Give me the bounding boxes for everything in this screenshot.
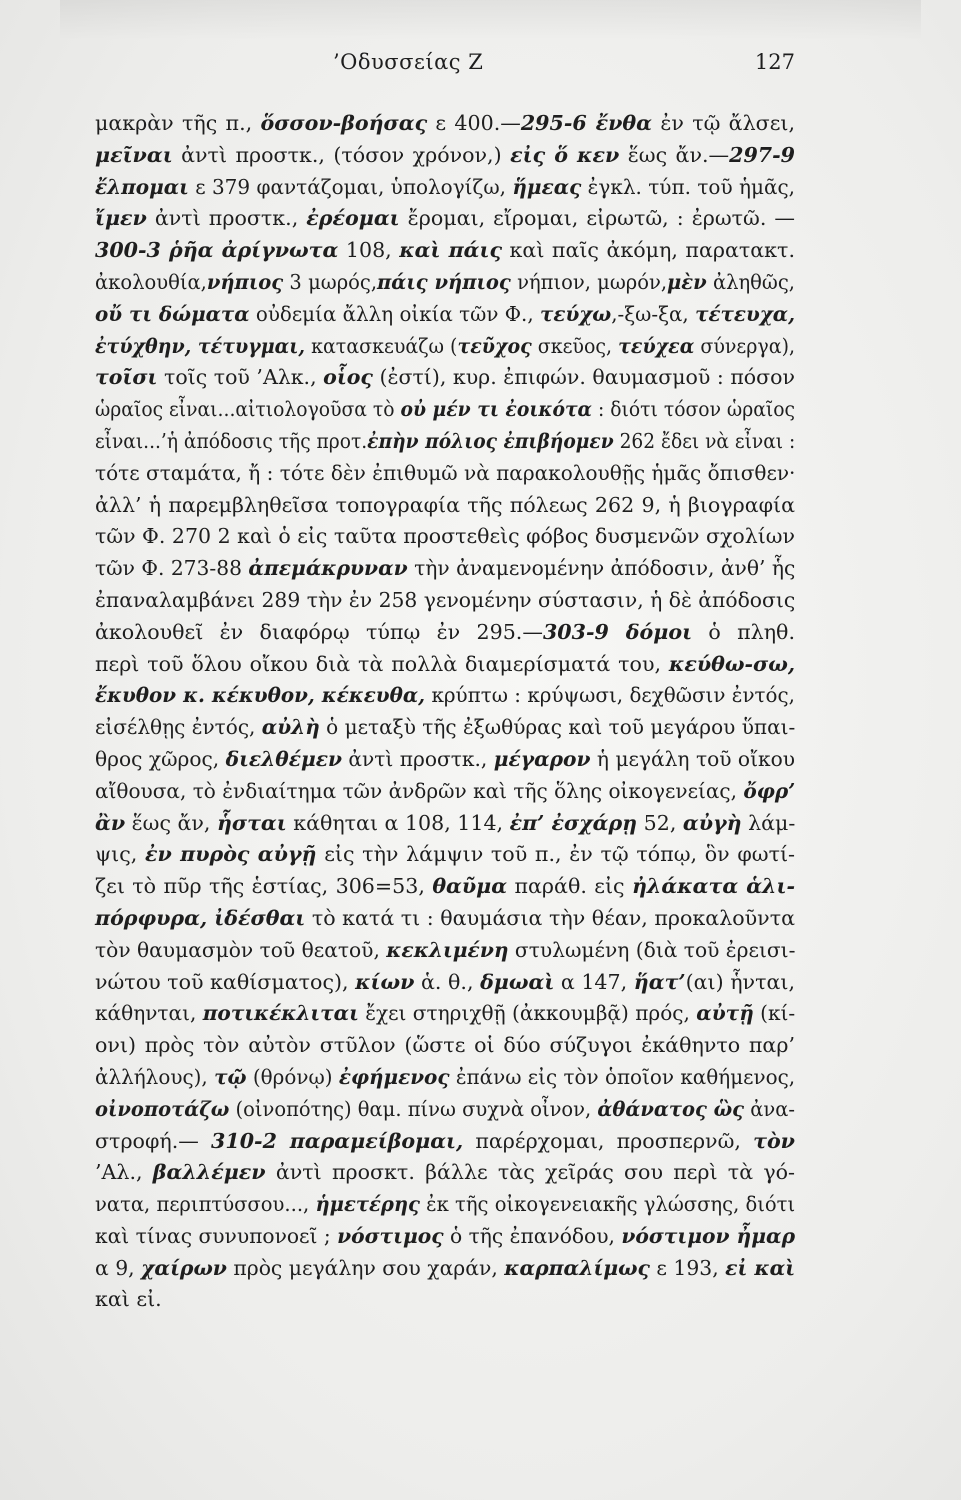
gloss-text: ἐν τῷ ἄλσει, <box>652 111 795 135</box>
gloss-text: λάμ- <box>741 810 796 835</box>
lemma-term: ἐφήμενος <box>338 1064 450 1089</box>
commentary-text <box>95 108 795 1316</box>
gloss-text: 3 μωρός, <box>283 269 378 294</box>
lemma-term: τεύχω <box>540 301 612 326</box>
gloss-text: 52, <box>637 810 683 835</box>
gloss-text: (αι) ἧνται, <box>685 969 795 994</box>
text-line <box>95 967 795 999</box>
gloss-text: παράθ. εἰς <box>507 874 632 899</box>
gloss-text: 262 ἔδει νὰ εἶναι : <box>613 428 796 453</box>
text-line <box>95 871 795 903</box>
text-line <box>95 1062 795 1094</box>
gloss-text: αἴθουσα, τὸ ἐνδιαίτημα τῶν ἀνδρῶν καὶ τῆς ὅλης οἰκογενείας, <box>95 778 744 803</box>
lemma-term: ὄφρ’ <box>743 778 796 803</box>
gloss-text: ἀλλήλους), <box>95 1064 215 1089</box>
text-line <box>95 1253 795 1285</box>
gloss-text: (ἐστί), κυρ. ἐπιφών. θαυμασμοῦ : πόσον <box>372 365 795 390</box>
gloss-text: ἀληθῶς, <box>706 269 795 294</box>
gloss-text: ὁ μεταξὺ τῆς ἐξωθύρας καὶ τοῦ μεγάρου ὕπαι- <box>319 715 796 740</box>
gloss-text: ἁ. θ., <box>414 969 481 994</box>
running-head: ’Οδυσσείας Ζ <box>333 50 484 74</box>
lemma-term: κεύθω-σω, <box>668 651 795 676</box>
gloss-text: τὸ κατά τι : θαυμάσια τὴν θέαν, προκαλοῦντα <box>305 905 795 930</box>
gloss-text: ὁ τῆς ἐπανόδου, <box>443 1223 622 1248</box>
gloss-text: τοῖς τοῦ ’Αλκ., <box>157 365 324 390</box>
lemma-term: διελθέμεν <box>225 746 342 771</box>
lemma-term: δμωαὶ <box>480 969 555 994</box>
gloss-text: ἀντὶ προστκ., (τόσον χρόνον,) <box>172 142 511 167</box>
gloss-text: ονι) πρὸς τὸν αὐτὸν στῦλον (ὥστε οἱ δύο σύζυγοι ἐκάθηντο παρ’ <box>95 1033 795 1058</box>
lemma-term: μεῖναι <box>95 142 173 167</box>
gloss-text: ἐκ τῆς οἰκογενειακῆς γλώσσης, διότι <box>419 1192 796 1217</box>
lemma-term: ἔλπομαι <box>95 174 189 199</box>
text-line <box>95 108 795 140</box>
lemma-term: βαλλέμεν <box>152 1160 266 1185</box>
gloss-text: (οἰνοπότης) θαμ. πίνω συχνὰ οἶνον, <box>229 1096 598 1121</box>
gloss-text: τότε σταμάτα, ἤ : τότε δὲν ἐπιθυμῶ νὰ παρακολουθῇς ἡμᾶς ὄπισθεν· <box>95 460 796 485</box>
gloss-text: σκεῦος, <box>531 333 619 358</box>
gloss-text: κάθηνται, <box>95 1001 203 1026</box>
gloss-text: μακρὰν τῆς π., <box>95 111 261 135</box>
show-through-shadow <box>60 0 921 40</box>
gloss-text: ὡραῖος εἶναι...αἰτιολογοῦσα τὸ <box>95 397 401 422</box>
lemma-term: τῷ <box>214 1064 247 1089</box>
gloss-text: ε 400.— <box>427 111 521 135</box>
lemma-term: 295-6 ἔνθα <box>520 111 653 135</box>
lemma-term: νόστιμον ἦμαρ <box>621 1223 796 1248</box>
gloss-text: νήπιον, μωρόν, <box>510 269 668 294</box>
lemma-term: μέγαρον <box>493 746 591 771</box>
lemma-term: ἡμετέρης <box>315 1192 420 1217</box>
gloss-text: τὴν ἀναμενομένην ἀπόδοσιν, ἀνθ’ ἧς <box>407 556 796 581</box>
gloss-text: τῶν Φ. 273-88 <box>95 556 249 581</box>
lemma-term: ἔκυθον κ. κέκυθον, κέκευθα, <box>95 683 426 708</box>
gloss-text: ἐπαναλαμβάνει 289 τὴν ἐν 258 γενομένην σύστασιν, ἡ δὲ ἀπόδοσις <box>95 587 796 612</box>
lemma-term: χαίρων <box>141 1255 227 1280</box>
gloss-text: ἐπάνω εἰς τὸν ὁποῖον καθήμενος, <box>449 1064 796 1089</box>
text-line <box>95 1094 795 1126</box>
lemma-term: αὐλὴ <box>261 715 320 740</box>
gloss-text: στυλωμένη (διὰ τοῦ ἐρεισι- <box>508 937 796 962</box>
gloss-text: ε 193, <box>649 1255 726 1280</box>
gloss-text: ἕως ἄν, <box>125 810 217 835</box>
text-line <box>95 394 795 426</box>
lemma-term: ἠλάκατα ἁλι- <box>631 874 795 899</box>
lemma-term: ἀθάνατος ὣς <box>597 1096 745 1121</box>
gloss-text: κάθηται α 108, 114, <box>286 810 510 835</box>
gloss-text: καὶ εἰ. <box>95 1287 162 1312</box>
text-line <box>95 935 795 967</box>
gloss-text: σύνεργα), <box>694 333 796 358</box>
gloss-text: θρος χῶρος, <box>95 746 226 771</box>
text-line <box>95 1189 795 1221</box>
gloss-text: οὐδεμία ἄλλη οἰκία τῶν Φ., <box>249 301 541 326</box>
gloss-text: ὁ πληθ. <box>692 619 796 644</box>
gloss-text: κατασκευάζω ( <box>305 333 458 358</box>
lemma-term: ἥμεας <box>512 174 582 199</box>
text-line <box>95 998 795 1030</box>
lemma-term: 303-9 δόμοι <box>542 619 693 644</box>
lemma-term: νόστιμος <box>337 1223 444 1248</box>
gloss-text: ,-ξω-ξα, <box>611 301 696 326</box>
lemma-term: κεκλιμένη <box>386 937 509 962</box>
lemma-term: ἐτύχθην, τέτυγμαι, <box>95 333 306 358</box>
lemma-term: 300-3 ῥῆα ἀρίγνωτα <box>95 238 339 263</box>
gloss-text: α 147, <box>554 969 634 994</box>
gloss-text: κρύπτω : κρύψωσι, δεχθῶσιν ἐντός, <box>425 683 795 708</box>
lemma-term: τεῦχος <box>457 333 532 358</box>
page-header <box>95 50 795 90</box>
gloss-text: ἀντὶ προσκτ. βάλλε τὰς χεῖράς σου περὶ τὰ γό- <box>265 1160 795 1185</box>
lemma-term: καρπαλίμως <box>504 1255 650 1280</box>
lemma-term: τέτευχα, <box>695 301 796 326</box>
gloss-text: εἰσέλθῃς ἐντός, <box>95 715 262 740</box>
gloss-text: εἶναι...’ἡ ἀπόδοσις τῆς προτ. <box>95 428 368 453</box>
lemma-term: ἥατ’ <box>633 969 686 994</box>
gloss-text: στροφή.— <box>95 1128 212 1153</box>
lemma-term: τοῖσι <box>95 365 158 390</box>
gloss-text: (κί- <box>753 1001 796 1026</box>
gloss-text: παρέρχομαι, προσπερνῶ, <box>463 1128 754 1153</box>
gloss-text: τὸν θαυμασμὸν τοῦ θεατοῦ, <box>95 937 387 962</box>
lemma-term: θαῦμα <box>432 874 508 899</box>
text-line <box>95 744 795 776</box>
text-line <box>95 776 795 808</box>
gloss-text: εἰς τὴν λάμψιν τοῦ π., ἐν τῷ τόπῳ, ὃν φωτί- <box>316 842 796 867</box>
gloss-text: 108, <box>338 238 400 263</box>
text-line <box>95 1157 795 1189</box>
lemma-term: κίων <box>355 969 415 994</box>
text-line <box>95 808 795 840</box>
gloss-text: ἐγκλ. τύπ. τοῦ ἡμᾶς, <box>581 174 796 199</box>
text-line <box>95 1221 795 1253</box>
gloss-text: ’Αλ., <box>95 1160 153 1185</box>
gloss-text: πρὸς μεγάλην σου χαράν, <box>226 1255 505 1280</box>
text-line <box>95 1126 795 1158</box>
lemma-term: εἰ καὶ <box>725 1255 796 1280</box>
gloss-text: ἀλλ’ ἡ παρεμβληθεῖσα τοπογραφία τῆς πόλεως 262 9, ἡ βιογραφία <box>95 492 795 517</box>
lemma-term: ὅσσον-βοήσας <box>260 111 428 135</box>
gloss-text: (θρόνῳ) <box>246 1064 339 1089</box>
lemma-term: οὐ μέν τι ἐοικότα <box>400 397 592 422</box>
gloss-text: περὶ τοῦ ὅλου οἴκου διὰ τὰ πολλὰ διαμερίσματά του, <box>95 651 669 676</box>
text-line <box>95 617 795 649</box>
text-line <box>95 712 795 744</box>
text-line <box>95 680 795 712</box>
lemma-term: ἐν πυρὸς αὐγῇ <box>145 842 317 867</box>
text-line <box>95 140 795 172</box>
gloss-text: ἀκολουθεῖ ἐν διαφόρῳ τύπῳ ἐν 295.— <box>95 619 543 644</box>
text-line <box>95 585 795 617</box>
gloss-text: καὶ τίνας συνυπονοεῖ ; <box>95 1223 338 1248</box>
text-line <box>95 649 795 681</box>
gloss-text: ἀκολουθία, <box>95 269 207 294</box>
gloss-text: ε 379 φαντάζομαι, ὑπολογίζω, <box>188 174 513 199</box>
gloss-text: ἀνα- <box>744 1096 795 1121</box>
lemma-term: πάις νήπιος <box>377 269 511 294</box>
lemma-term: οἷος <box>323 365 373 390</box>
gloss-text: ἡ μεγάλη τοῦ οἴκου <box>590 746 795 771</box>
lemma-term: 310-2 παραμείβομαι, <box>211 1128 464 1153</box>
gloss-text: καὶ παῖς ἀκόμη, παρατακτ. <box>502 238 795 263</box>
gloss-text: νώτου τοῦ καθίσματος), <box>95 969 356 994</box>
lemma-term: αὐτῇ <box>696 1001 754 1026</box>
text-line <box>95 426 795 458</box>
gloss-text: νατα, περιπτύσσου..., <box>95 1192 316 1217</box>
gloss-text: ἀντὶ προστκ., <box>341 746 494 771</box>
text-line <box>95 1284 795 1316</box>
lemma-term: ἧσται <box>216 810 287 835</box>
text-line <box>95 903 795 935</box>
text-line <box>95 521 795 553</box>
gloss-text: ζει τὸ πῦρ τῆς ἑστίας, 306=53, <box>95 874 433 899</box>
lemma-term: ποτικέκλιται <box>202 1001 359 1026</box>
gloss-text: τῶν Φ. 270 2 καὶ ὁ εἰς ταῦτα προστεθεὶς φόβος δυσμενῶν σχολίων <box>95 524 795 549</box>
gloss-text: ἀντὶ προστκ., <box>146 206 307 231</box>
lemma-term: οὔ τι δώματα <box>95 301 250 326</box>
lemma-term: τὸν <box>753 1128 795 1153</box>
lemma-term: αὐγὴ <box>682 810 742 835</box>
text-line <box>95 458 795 490</box>
gloss-text: ἕως ἄν.— <box>619 142 730 167</box>
gloss-text: ἔχει στηριχθῇ (ἀκκουμβᾷ) πρός, <box>358 1001 697 1026</box>
lemma-term: ἐρέομαι <box>306 206 400 231</box>
text-line <box>95 203 795 235</box>
lemma-term: μὲν <box>667 269 707 294</box>
lemma-term: εἰς ὅ κεν <box>510 142 620 167</box>
gloss-text: : διότι τόσον ὡραῖος <box>591 397 796 422</box>
text-line <box>95 362 795 394</box>
lemma-term: καὶ πάις <box>399 238 503 263</box>
lemma-term: τεύχεα <box>618 333 695 358</box>
lemma-term: ἀπεμάκρυναν <box>248 556 408 581</box>
text-line <box>95 267 795 299</box>
lemma-term: ἐπὴν πόλιος ἐπιβήομεν <box>367 428 614 453</box>
lemma-term: οἰνοποτάζω <box>95 1096 230 1121</box>
text-line <box>95 299 795 331</box>
text-line <box>95 235 795 267</box>
text-line <box>95 490 795 522</box>
lemma-term: 297-9 <box>729 142 795 167</box>
lemma-term: νήπιος <box>206 269 284 294</box>
text-line <box>95 172 795 204</box>
lemma-term: ἴμεν <box>95 206 147 231</box>
gloss-text: α 9, <box>95 1255 142 1280</box>
text-line <box>95 1030 795 1062</box>
lemma-term: πόρφυρα, ἰδέσθαι <box>95 905 306 930</box>
gloss-text: ἔρομαι, εἴρομαι, εἰρωτῶ, : ἐρωτῶ. — <box>399 206 795 231</box>
lemma-term: ἐπ’ ἐσχάρῃ <box>509 810 638 835</box>
lemma-term: ἂν <box>95 810 126 835</box>
text-line <box>95 839 795 871</box>
page-number: 127 <box>754 50 795 74</box>
text-line <box>95 331 795 363</box>
text-line <box>95 553 795 585</box>
gloss-text: ψις, <box>95 842 146 867</box>
